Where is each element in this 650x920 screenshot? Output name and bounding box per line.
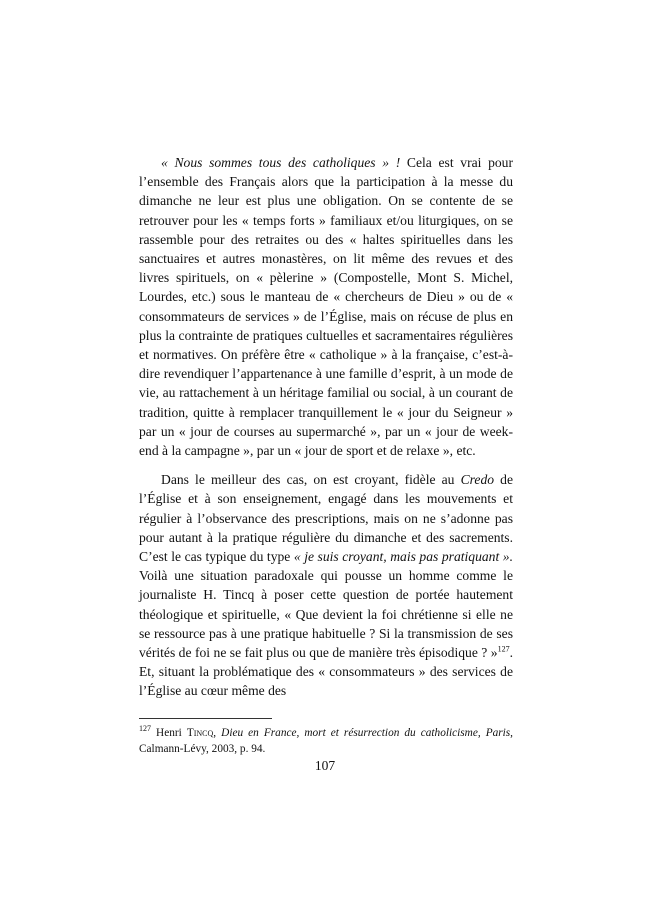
footnote-author-first: Henri (156, 727, 182, 739)
paragraph-1-text: Cela est vrai pour l’ensemble des Français alors que la participation à la messe du dimanche ne leur est plus une obligation. On se contente de se retrouver pour les « temps forts » familiaux et/ou liturgiques, on se rassemble pour des retraites ou des « haltes spirituelles dans les sanctuaires et autres monastères, on lit même des revues et des livres spirituels, on « pèlerine » (Compostelle, Mont S. Michel, Lourdes, etc.) sous le manteau de « chercheurs de Dieu » ou de « consommateurs de services » de l’Église, mais on récuse de plus en plus la contrainte de pratiques cultuelles et sacramentaires régulières et normatives. On préfère être « catholique » à la française, c’est-à-dire revendiquer l’appartenance à une famille d’esprit, à un mode de vie, au rattachement à un héritage familial ou social, à un courant de tradition, quitte à remplacer tranquillement le « jour du Seigneur » par un « jour de courses au supermarché », par un « jour de week-end à la campagne », par un « jour de sport et de relaxe », etc. (139, 155, 513, 459)
paragraph-2-text-c: Voilà une situation paradoxale qui pousse un homme comme le journaliste H. Tincq à poser cette question de portée hautement théologique et spirituelle, « Que devient la foi chrétienne si elle ne se ressource pas à une pratique habituelle ? Si la transmission de ses vérités de foi ne se fait plus ou que de manière très épisodique ? » (139, 568, 513, 661)
paragraph-2-text-d: . Et, situant la problématique des « consommateurs » des services de l’Église au cœur même des (139, 645, 513, 699)
paragraph-1 (139, 153, 513, 460)
footnote-title: Dieu en France, mort et résurrection du catholicisme, Paris, (221, 727, 514, 739)
paragraph-2 (139, 470, 513, 700)
footnote-reference[interactable]: 127 (497, 644, 510, 654)
page-number: 107 (314, 758, 336, 773)
credo-term: Credo (460, 472, 495, 488)
footnote-publisher: Calmann-Lévy, 2003, p. 94. (139, 743, 266, 755)
paragraph-2-text-a: Dans le meilleur des cas, on est croyant, fidèle au (161, 472, 461, 488)
opening-quote: « Nous sommes tous des catholiques » ! (161, 155, 401, 170)
footnote-number: 127 (139, 724, 151, 734)
body-text (139, 153, 513, 701)
footnote-separator (139, 718, 272, 719)
footnote: $^{127}$ Henri Tincq, Dieu en France, mort et résurrection du catholicisme, Paris, Calmann-Lévy, 2003, p. 94. (139, 724, 514, 755)
paragraph-2-text-b: de l’Église et à son enseignement, engagé dans les mouvements et régulier à l’observance des prescriptions, mais on ne s’adonne pas pour autant à la pratique régulière du dimanche et des sacrements. C’est le cas typique du type (139, 472, 513, 565)
believer-quote: « je suis croyant, mais pas pratiquant ». (293, 549, 513, 565)
footnote-author-last: Tincq (186, 727, 214, 739)
